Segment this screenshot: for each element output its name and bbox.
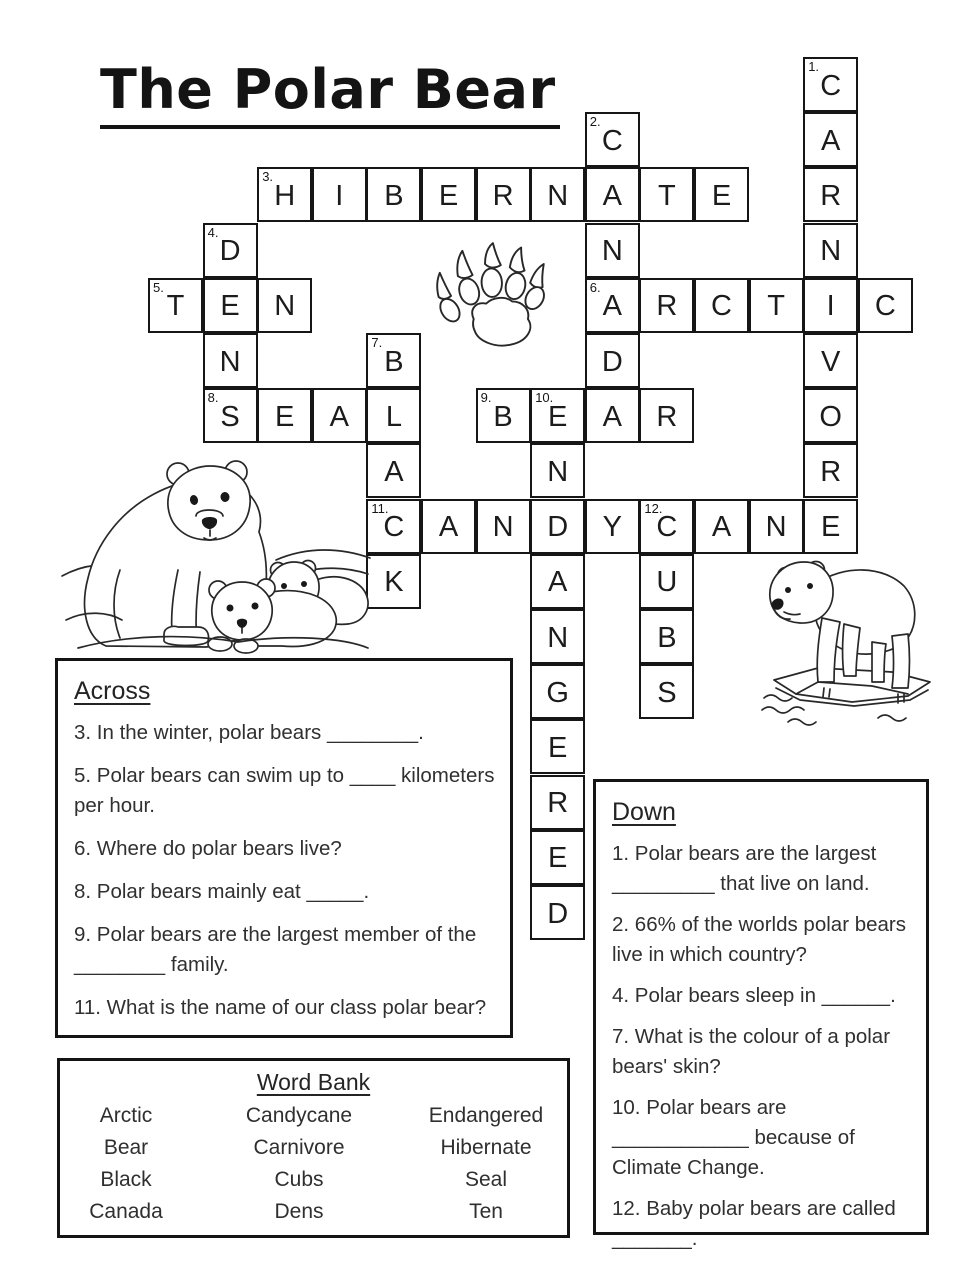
down-clues-box	[593, 779, 929, 1250]
across-heading: Across	[74, 677, 151, 705]
cell-letter: C	[874, 290, 896, 323]
grid-cell	[530, 719, 585, 774]
grid-cell	[257, 388, 312, 443]
grid-cell	[803, 167, 858, 222]
grid-cell	[476, 388, 531, 443]
clue-number: 5.	[153, 279, 164, 295]
word-bank-heading-text: Word Bank	[256, 1069, 371, 1095]
down-clue: 4. Polar bears sleep in ______.	[612, 984, 896, 1007]
grid-cell	[312, 167, 367, 222]
cell-letter: R	[656, 400, 678, 433]
grid-cell	[803, 112, 858, 167]
grid-cell	[639, 167, 694, 222]
cell-letter: U	[656, 566, 678, 599]
grid-cell	[694, 278, 749, 333]
cell-letter: E	[548, 842, 568, 875]
word-bank-word: Bear	[103, 1136, 149, 1159]
cell-letter: E	[275, 400, 295, 433]
cell-letter: A	[602, 179, 622, 212]
cell-letter: I	[826, 290, 835, 323]
cell-letter: C	[820, 69, 842, 102]
word-bank-word: Arctic	[99, 1104, 153, 1127]
grid-cell	[257, 167, 312, 222]
cell-letter: N	[765, 511, 787, 544]
word-bank-word: Endangered	[428, 1104, 544, 1127]
cell-letter: E	[548, 731, 568, 764]
cell-letter: R	[492, 179, 514, 212]
grid-cell	[694, 499, 749, 554]
grid-cell	[749, 278, 804, 333]
cell-letter: N	[547, 179, 569, 212]
cell-letter: Y	[602, 511, 622, 544]
cell-letter: A	[438, 511, 459, 544]
across-clue: 6. Where do polar bears live?	[74, 837, 342, 860]
polar-bear-cub-on-ice-icon	[760, 550, 940, 738]
cell-letter: V	[821, 345, 841, 378]
grid-cell	[639, 388, 694, 443]
cell-letter: G	[546, 676, 569, 709]
grid-cell	[312, 388, 367, 443]
across-clue: 3. In the winter, polar bears ________.	[74, 721, 424, 744]
cell-letter: C	[711, 290, 732, 323]
grid-cell	[639, 554, 694, 609]
word-bank-word: Hibernate	[440, 1136, 532, 1159]
grid-cell	[476, 499, 531, 554]
clue-number: 4.	[207, 224, 219, 240]
clue-number: 3.	[262, 169, 274, 185]
grid-cell	[530, 443, 585, 498]
clue-number: 2.	[589, 114, 601, 130]
clue-number: 7.	[371, 335, 383, 350]
grid-cell	[366, 554, 421, 609]
cell-letter: N	[547, 621, 569, 654]
word-bank-word: Ten	[469, 1200, 503, 1223]
cell-letter: N	[547, 455, 569, 488]
cell-letter: C	[383, 511, 405, 544]
grid-cell	[530, 499, 585, 554]
cell-letter: N	[492, 511, 514, 544]
word-bank-word: Canada	[89, 1200, 163, 1223]
cell-letter: E	[220, 290, 240, 323]
page-title: The Polar Bear	[100, 58, 560, 129]
grid-cell	[530, 167, 585, 222]
grid-cell	[858, 278, 913, 333]
grid-cell	[476, 167, 531, 222]
grid-cell	[639, 499, 694, 554]
grid-cell	[530, 388, 585, 443]
cell-letter: N	[601, 235, 623, 268]
down-clue: 12. Baby polar bears are called _______.	[612, 1197, 896, 1250]
grid-cell	[803, 223, 858, 278]
grid-cell	[585, 278, 640, 333]
down-clue: 7. What is the colour of a polar bears' skin?	[612, 1025, 891, 1078]
across-clue-list	[74, 718, 498, 1023]
cell-letter: N	[219, 345, 241, 378]
cell-letter: D	[547, 897, 569, 930]
grid-cell	[639, 609, 694, 664]
word-bank-word: Black	[100, 1168, 152, 1191]
across-clue: 8. Polar bears mainly eat _____.	[74, 880, 370, 903]
cell-letter: T	[658, 179, 676, 212]
cell-letter: A	[329, 400, 349, 433]
grid-cell	[585, 223, 640, 278]
across-clue: 5. Polar bears can swim up to ____ kilometers per hour.	[74, 764, 495, 817]
grid-cell	[803, 499, 858, 554]
cell-letter: R	[656, 290, 678, 323]
grid-cell	[639, 664, 694, 719]
across-clue: 9. Polar bears are the largest member of the ________ family.	[74, 923, 477, 976]
cell-letter: A	[384, 455, 404, 488]
word-bank-column	[406, 1100, 566, 1228]
cell-letter: R	[547, 787, 569, 820]
cell-letter: S	[220, 400, 240, 433]
grid-cell	[585, 333, 640, 388]
grid-cell	[803, 278, 858, 333]
word-bank-columns	[60, 1100, 567, 1228]
word-bank-column	[60, 1100, 192, 1228]
grid-cell	[421, 167, 476, 222]
grid-cell	[803, 388, 858, 443]
cell-letter: N	[274, 290, 296, 323]
cell-letter: D	[219, 235, 241, 268]
cell-letter: O	[819, 400, 842, 433]
grid-cell	[585, 499, 640, 554]
cell-letter: D	[601, 345, 623, 378]
grid-cell	[421, 499, 476, 554]
down-heading: Down	[612, 798, 676, 826]
grid-cell	[803, 57, 858, 112]
cell-letter: E	[548, 400, 568, 433]
word-bank-box	[57, 1058, 570, 1238]
clue-number: 10.	[535, 390, 554, 406]
grid-cell	[530, 830, 585, 885]
grid-cell	[257, 278, 312, 333]
grid-cell	[148, 278, 203, 333]
grid-cell	[530, 775, 585, 830]
grid-cell	[366, 167, 421, 222]
cell-letter: A	[711, 511, 732, 544]
cell-letter: E	[438, 179, 459, 212]
grid-cell	[203, 388, 258, 443]
grid-cell	[585, 167, 640, 222]
cell-letter: A	[821, 124, 841, 157]
cell-letter: A	[548, 566, 568, 599]
word-bank-heading	[60, 1069, 567, 1096]
word-bank-word: Dens	[274, 1200, 324, 1223]
cell-letter: B	[384, 179, 404, 212]
cell-letter: T	[767, 290, 785, 323]
cell-letter: R	[820, 179, 842, 212]
cell-letter: B	[657, 621, 677, 654]
word-bank-word: Seal	[464, 1168, 508, 1191]
polar-bear-family-icon	[60, 450, 372, 662]
cell-letter: A	[602, 400, 622, 433]
down-clue-list	[612, 839, 916, 1254]
across-clue: 11. What is the name of our class polar bear?	[74, 996, 487, 1019]
grid-cell	[803, 333, 858, 388]
cell-letter: L	[385, 400, 402, 433]
grid-cell	[585, 112, 640, 167]
cell-letter: E	[711, 179, 732, 212]
down-clue: 2. 66% of the worlds polar bears live in which country?	[612, 913, 906, 966]
cell-letter: S	[657, 676, 677, 709]
clue-number: 12.	[644, 500, 663, 516]
grid-cell	[203, 223, 258, 278]
cell-letter: D	[547, 511, 569, 544]
down-clue: 1. Polar bears are the largest _________ that live on land.	[612, 842, 877, 895]
grid-cell	[530, 609, 585, 664]
grid-cell	[203, 278, 258, 333]
word-bank-word: Candycane	[245, 1104, 353, 1127]
cell-letter: B	[384, 345, 404, 378]
grid-cell	[530, 885, 585, 940]
cell-letter: R	[820, 455, 842, 488]
down-clue: 10. Polar bears are ____________ because of Climate Change.	[612, 1096, 855, 1179]
grid-cell	[203, 333, 258, 388]
cell-letter: T	[166, 290, 185, 323]
cell-letter: B	[493, 400, 513, 433]
grid-cell	[694, 167, 749, 222]
clue-number: 11.	[371, 500, 389, 516]
grid-cell	[366, 388, 421, 443]
clue-number: 8.	[207, 390, 219, 406]
clue-number: 6.	[589, 279, 601, 295]
grid-cell	[585, 388, 640, 443]
grid-cell	[366, 443, 421, 498]
grid-cell	[530, 554, 585, 609]
grid-cell	[803, 443, 858, 498]
clue-number: 9.	[480, 390, 492, 406]
word-bank-word: Carnivore	[253, 1136, 345, 1159]
clue-number: 1.	[808, 59, 820, 74]
cell-letter: E	[821, 511, 841, 544]
cell-letter: C	[601, 124, 623, 157]
cell-letter: K	[384, 566, 404, 599]
grid-cell	[366, 333, 421, 388]
grid-cell	[749, 499, 804, 554]
cell-letter: N	[820, 235, 842, 268]
cell-letter: A	[602, 290, 622, 323]
across-clues-box	[55, 658, 513, 1038]
word-bank-word: Cubs	[274, 1168, 324, 1191]
cell-letter: I	[335, 179, 344, 212]
cell-letter: H	[274, 179, 296, 212]
word-bank-column	[192, 1100, 406, 1228]
cell-letter: C	[656, 511, 678, 544]
bear-paw-print-icon	[433, 242, 546, 352]
grid-cell	[366, 499, 421, 554]
grid-cell	[530, 664, 585, 719]
grid-cell	[639, 278, 694, 333]
